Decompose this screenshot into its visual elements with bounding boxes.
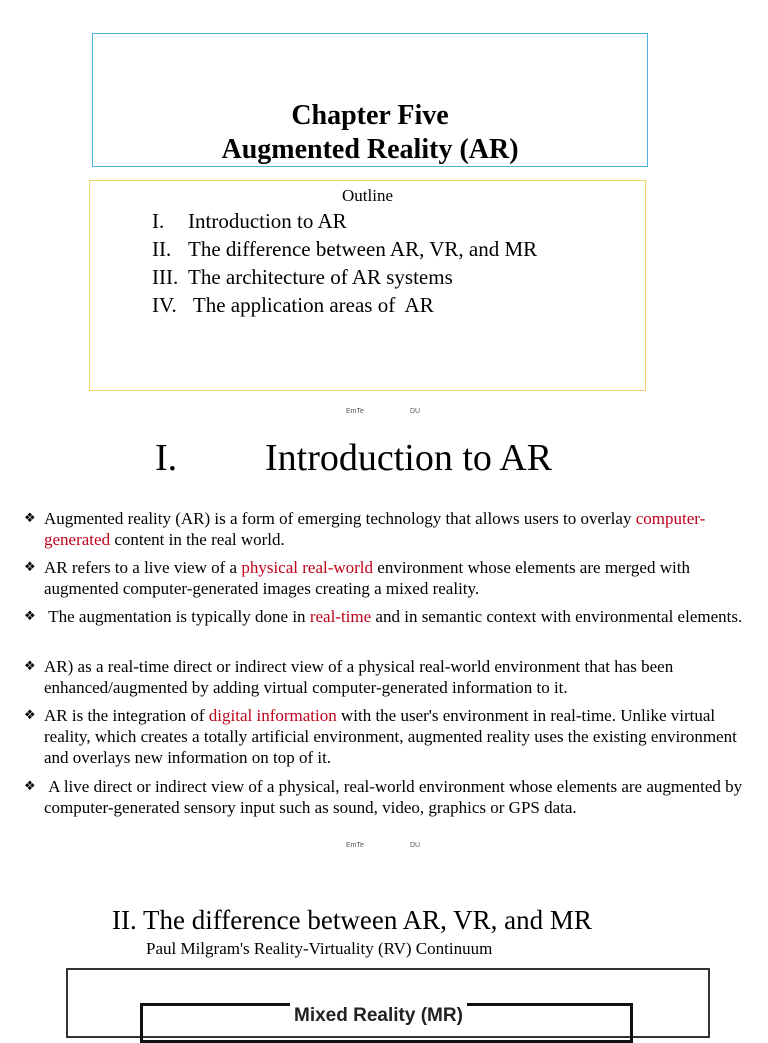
footer-left: EmTe (346, 408, 364, 415)
bullet-text: with the user's environment in real-time. Unlike virtual reality, which creates a totally artificial environment, augmented reality uses the existing environment and overlays new information on top of it. (44, 706, 737, 767)
outline-item (152, 209, 347, 233)
bullet-highlight: physical real-world (241, 558, 374, 577)
bullet-text: environment whose elements are merged with augmented computer-generated images creating a mixed reality. (44, 558, 690, 598)
bullet-item (24, 705, 744, 768)
bullet-item (24, 557, 744, 599)
footer-right: DU (410, 842, 421, 849)
footer-left: EmTe (346, 842, 364, 849)
outline-box (89, 180, 646, 391)
bullet-item (24, 508, 744, 550)
outline-item (152, 265, 453, 289)
bullet-text: AR refers to a live view of a (44, 558, 242, 577)
bullet-text: Augmented reality (AR) is a form of emerging technology that allows users to overlay (44, 509, 636, 528)
section-title-intro (155, 436, 552, 480)
chapter-title: Chapter Five (291, 100, 449, 131)
bullet-text: content in the real world. (110, 530, 285, 549)
bullet-diamond-icon: ❖ (24, 511, 36, 526)
bullet-item (24, 776, 747, 818)
chapter-subtitle: Augmented Reality (AR) (221, 134, 519, 165)
bullet-text: A live direct or indirect view of a physical, real-world environment whose elements are augmented by computer-generated sensory input such as sound, video, graphics or GPS data. (44, 777, 747, 817)
section-title-text: Introduction to AR (265, 437, 553, 479)
bullet-highlight: computer-generated (44, 509, 706, 549)
outline-item (152, 237, 537, 261)
bullet-highlight: digital information (208, 706, 337, 725)
bullet-text: AR) as a real-time direct or indirect view of a physical real-world environment that has been enhanced/augmented by adding virtual computer-generated information to it. (44, 657, 674, 697)
outline-item-text: The difference between AR, VR, and MR (188, 237, 538, 261)
chapter-title-box (92, 33, 648, 167)
outline-item-number: I. (152, 209, 165, 233)
mixed-reality-label: Mixed Reality (MR) (290, 1003, 467, 1029)
bullet-diamond-icon: ❖ (24, 659, 36, 674)
footer-right: DU (410, 408, 421, 415)
outline-heading: Outline (342, 186, 393, 205)
bullet-diamond-icon: ❖ (24, 609, 36, 624)
bullet-highlight: real-time (309, 607, 372, 626)
bullet-diamond-icon: ❖ (24, 779, 36, 794)
bullet-text: AR is the integration of (44, 706, 209, 725)
section-subtitle: Paul Milgram's Reality-Virtuality (RV) Continuum (146, 939, 493, 958)
bullet-diamond-icon: ❖ (24, 560, 36, 575)
outline-item-number: III. (152, 265, 179, 289)
outline-item-text: Introduction to AR (188, 209, 347, 233)
section-title-difference: II. The difference between AR, VR, and MR (112, 905, 592, 935)
bullet-item (24, 606, 744, 627)
outline-item-number: IV. (152, 293, 177, 317)
bullet-item (24, 656, 744, 698)
outline-item-text: The architecture of AR systems (188, 265, 453, 289)
section-number: I. (155, 437, 178, 479)
outline-item (152, 293, 434, 317)
outline-item-text: The application areas of AR (188, 293, 434, 317)
bullet-text: and in semantic context with environmental elements. (371, 607, 743, 626)
bullet-text: The augmentation is typically done in (44, 607, 310, 626)
bullet-diamond-icon: ❖ (24, 708, 36, 723)
outline-item-number: II. (152, 237, 172, 261)
